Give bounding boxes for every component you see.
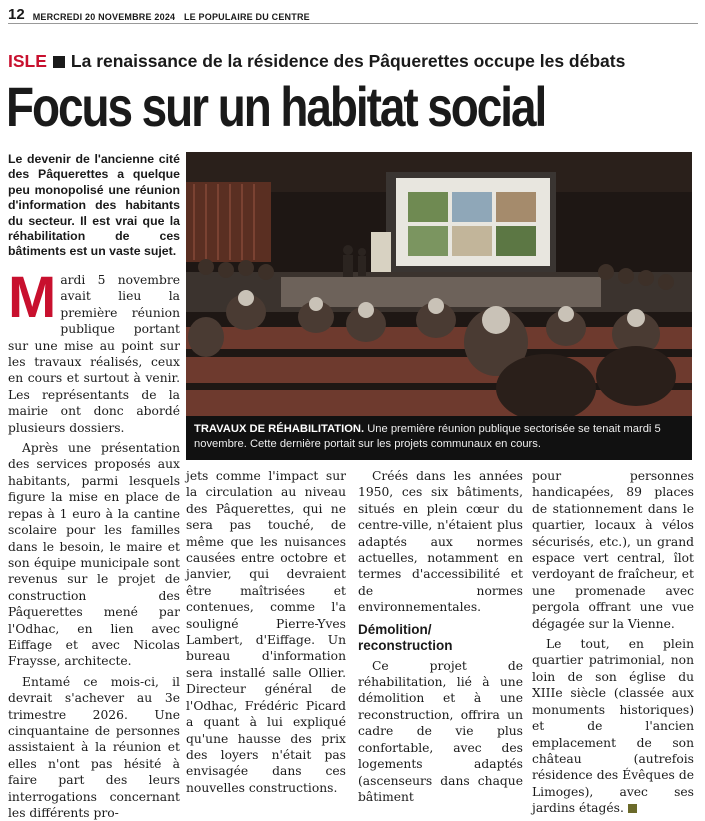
paragraph-text: ardi 5 novembre avait lieu la première réunion publique portant sur une mise au point sur les travaux réalisés, ceux en cours et surtout à venir. Les représentants de la mairie ont donc abordé plusieurs dossiers. <box>8 273 180 435</box>
article-column-1 <box>8 265 180 821</box>
article-column-4 <box>532 468 694 817</box>
caption-text: Une première réunion publique sectorisée se tenait mardi 5 novembre. Cette dernière portait sur les projets communaux en cours. <box>194 423 661 450</box>
paragraph: Après une présentation des services proposés aux habitants, parmi lesquels figure la mise en place de repas à 1 euro à la cantine scolaire pour les familles dans le besoin, le maire et son équipe municipale sont revenus sur le projet de construction des Pâquerettes mené par l'Odhac, en lien avec Eiffage et avec Nicolas Fraysse, architecte. <box>8 441 180 669</box>
section-subhead: Démolition/ reconstruction <box>358 621 453 653</box>
paragraph: Ce projet de réhabilitation, lié à une démolition et à une reconstruction, offrira un cadre de vie plus confortable, avec des logements adaptés (ascenseurs dans chaque bâtiment <box>358 658 523 804</box>
paragraph <box>532 636 694 816</box>
issue-date: MERCREDI 20 NOVEMBRE 2024 <box>32 12 176 22</box>
article-lead: Le devenir de l'ancienne cité des Pâquerettes a quelque peu monopolisé une réunion d'information des habitants du secteur. Il est vrai que la réhabilitation de ces bâtiments est un vaste sujet. <box>8 152 180 259</box>
paragraph-text: Le tout, en plein quartier patrimonial, non loin de son église du XIIIe siècle (classée aux monuments historiques) et de l'ancien emplacement de son château (autrefois résidence des Évêques de Limoges), avec ses jardins étagés. <box>532 637 694 816</box>
end-of-article-icon <box>628 804 637 813</box>
page-number: 12 <box>8 6 25 23</box>
kicker <box>8 51 625 72</box>
article-column-3 <box>358 468 523 805</box>
drop-cap: M <box>8 265 57 330</box>
square-bullet-icon <box>53 56 65 68</box>
paragraph <box>8 265 180 436</box>
paragraph: Créés dans les années 1950, ces six bâtiments, situés en plein cœur du centre-ville, n'étaient plus adaptés aux normes actuelles, notamment en termes d'accessibilité et de normes environnementales. <box>358 469 523 615</box>
newspaper-name: LE POPULAIRE DU CENTRE <box>183 12 310 22</box>
headline: Focus sur un habitat social <box>6 75 546 138</box>
paragraph: pour personnes handicapées, 89 places de stationnement dans le quartier, locaux à vélos sécurisés, etc.), un grand espace vert central, îlot verdoyant de fraîcheur, et une promenade avec pergola offrant une vue dégagée sur la Vienne. <box>532 469 694 631</box>
kicker-city: ISLE <box>8 51 47 71</box>
paragraph: jets comme l'impact sur la circulation au niveau des Pâquerettes, qui ne sera pas touché, de même que les nuisances causées entre octobre et janvier, qui devraient être maîtrisées et contenues, comme l'a souligné Pierre-Yves Lambert, d'Eiffage. Un bureau d'information sera installé salle Ollier. Directeur général de l'Odhac, Frédéric Picard a quant à lui expliqué qu'une hausse des prix des loyers n'était pas envisagée dans ces nouvelles constructions. <box>186 469 346 795</box>
caption-title: TRAVAUX DE RÉHABILITATION. <box>194 423 365 435</box>
meeting-photo <box>186 152 692 416</box>
paragraph: Entamé ce mois-ci, il devrait s'achever au 3e trimestre 2026. Une cinquantaine de personnes assistaient à la réunion et elles n'ont pas hésité à faire part des leurs interrogations concernant les différents pro- <box>8 674 180 820</box>
photo-caption <box>186 416 692 460</box>
header-meta <box>33 12 316 23</box>
article-column-2 <box>186 468 346 796</box>
page-header <box>8 6 698 24</box>
kicker-text: La renaissance de la résidence des Pâquerettes occupe les débats <box>70 51 626 71</box>
